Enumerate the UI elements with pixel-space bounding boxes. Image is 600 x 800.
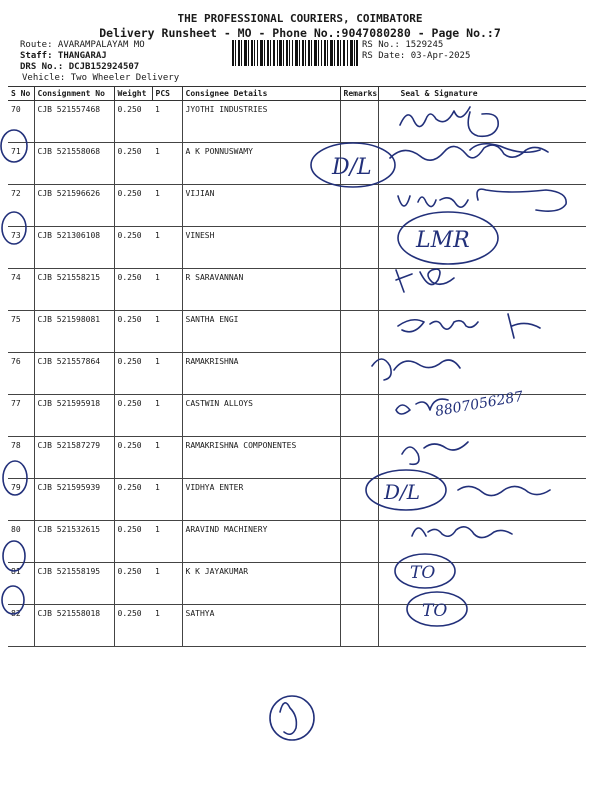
table-row: [8, 521, 586, 563]
cell-consignee: RAMAKRISHNA COMPONENTES: [182, 437, 340, 479]
cell-consignee: A K PONNUSWAMY: [182, 143, 340, 185]
cell-remarks: [340, 101, 378, 143]
cell-remarks: [340, 479, 378, 521]
cell-consignment: CJB 521596626: [34, 185, 114, 227]
col-pcs: PCS: [152, 87, 182, 101]
cell-pcs: 1: [152, 311, 182, 353]
dl-stamp-71-text: D/L: [332, 155, 372, 180]
cell-consignment: CJB 521558068: [34, 143, 114, 185]
cell-pcs: 1: [152, 563, 182, 605]
cell-remarks: [340, 353, 378, 395]
cell-weight: 0.250: [114, 563, 152, 605]
dl-stamp-79-text: D/L: [384, 480, 421, 504]
col-consignment: Consignment No: [34, 87, 114, 101]
cell-remarks: [340, 605, 378, 647]
table-header-row: [8, 87, 586, 101]
cell-signature: [378, 437, 586, 479]
cell-remarks: [340, 437, 378, 479]
cell-consignee: JYOTHI INDUSTRIES: [182, 101, 340, 143]
cell-signature: [378, 605, 586, 647]
table-row: [8, 563, 586, 605]
col-signature: Seal & Signature: [378, 87, 586, 101]
col-remarks: Remarks: [340, 87, 378, 101]
cell-consignee: VINESH: [182, 227, 340, 269]
cell-weight: 0.250: [114, 101, 152, 143]
barcode: [232, 40, 358, 66]
cell-pcs: 1: [152, 437, 182, 479]
cell-consignment: CJB 521558018: [34, 605, 114, 647]
cell-remarks: [340, 311, 378, 353]
table-row: [8, 479, 586, 521]
cell-sno: 76: [8, 353, 34, 395]
cell-pcs: 1: [152, 395, 182, 437]
cell-sno: 71: [8, 143, 34, 185]
cell-signature: [378, 143, 586, 185]
cell-pcs: 1: [152, 353, 182, 395]
cell-weight: 0.250: [114, 395, 152, 437]
cell-remarks: [340, 227, 378, 269]
cell-sno: 72: [8, 185, 34, 227]
cell-pcs: 1: [152, 479, 182, 521]
cell-weight: 0.250: [114, 479, 152, 521]
col-weight: Weight: [114, 87, 152, 101]
cell-consignee: R SARAVANNAN: [182, 269, 340, 311]
phone-note: 8807056287: [433, 388, 525, 420]
cell-signature: [378, 227, 586, 269]
cell-consignment: CJB 521306108: [34, 227, 114, 269]
cell-weight: 0.250: [114, 521, 152, 563]
cell-signature: [378, 353, 586, 395]
cell-sno: 73: [8, 227, 34, 269]
cell-pcs: 1: [152, 605, 182, 647]
page-stamp: [270, 696, 314, 740]
cell-consignment: CJB 521558195: [34, 563, 114, 605]
cell-signature: [378, 521, 586, 563]
cell-signature: [378, 395, 586, 437]
cell-pcs: 1: [152, 101, 182, 143]
vehicle-label: Vehicle: Two Wheeler Delivery: [22, 73, 180, 83]
table-row: [8, 185, 586, 227]
cell-remarks: [340, 563, 378, 605]
cell-weight: 0.250: [114, 227, 152, 269]
cell-consignee: SANTHA ENGI: [182, 311, 340, 353]
route-label: Route: AVARAMPALAYAM MO: [20, 40, 145, 50]
cell-consignee: CASTWIN ALLOYS: [182, 395, 340, 437]
cell-signature: [378, 563, 586, 605]
cell-consignee: K K JAYAKUMAR: [182, 563, 340, 605]
cell-consignment: CJB 521557468: [34, 101, 114, 143]
cell-signature: [378, 101, 586, 143]
table-row: [8, 605, 586, 647]
cell-pcs: 1: [152, 269, 182, 311]
table-row: [8, 143, 586, 185]
company-title: THE PROFESSIONAL COURIERS, COIMBATORE: [177, 12, 423, 25]
cell-sno: 70: [8, 101, 34, 143]
rs-info: [362, 40, 470, 62]
cell-weight: 0.250: [114, 353, 152, 395]
cell-sno: 75: [8, 311, 34, 353]
cell-sno: 74: [8, 269, 34, 311]
lmr-stamp-text: LMR: [416, 228, 470, 253]
cell-remarks: [340, 521, 378, 563]
cell-sno: 77: [8, 395, 34, 437]
cell-signature: [378, 269, 586, 311]
cell-remarks: [340, 395, 378, 437]
cell-sno: 78: [8, 437, 34, 479]
cell-consignment: CJB 521595939: [34, 479, 114, 521]
cell-weight: 0.250: [114, 185, 152, 227]
cell-sno: 82: [8, 605, 34, 647]
cell-weight: 0.250: [114, 143, 152, 185]
table-row: [8, 227, 586, 269]
to-stamp-82-text: TO: [422, 601, 448, 621]
table-row: [8, 269, 586, 311]
cell-signature: [378, 479, 586, 521]
cell-consignment: CJB 521595918: [34, 395, 114, 437]
cell-weight: 0.250: [114, 269, 152, 311]
cell-weight: 0.250: [114, 311, 152, 353]
cell-consignment: CJB 521532615: [34, 521, 114, 563]
cell-consignee: VIDHYA ENTER: [182, 479, 340, 521]
signature-page: [280, 703, 296, 734]
cell-pcs: 1: [152, 227, 182, 269]
col-sno: S No: [8, 87, 34, 101]
table-row: [8, 353, 586, 395]
cell-consignment: CJB 521598081: [34, 311, 114, 353]
table-row: [8, 437, 586, 479]
cell-consignee: ARAVIND MACHINERY: [182, 521, 340, 563]
cell-signature: [378, 185, 586, 227]
cell-remarks: [340, 185, 378, 227]
cell-sno: 79: [8, 479, 34, 521]
table-row: [8, 311, 586, 353]
cell-pcs: 1: [152, 521, 182, 563]
cell-remarks: [340, 143, 378, 185]
to-stamp-81-text: TO: [410, 563, 436, 583]
table-row: [8, 395, 586, 437]
runsheet-subtitle: Delivery Runsheet - MO - Phone No.:9047080280 - Page No.:7: [99, 26, 501, 40]
col-consignee: Consignee Details: [182, 87, 340, 101]
cell-sno: 81: [8, 563, 34, 605]
rs-number: RS No.: 1529245: [362, 40, 444, 50]
cell-consignee: VIJIAN: [182, 185, 340, 227]
cell-pcs: 1: [152, 143, 182, 185]
cell-consignment: CJB 521557864: [34, 353, 114, 395]
cell-pcs: 1: [152, 185, 182, 227]
cell-weight: 0.250: [114, 437, 152, 479]
cell-weight: 0.250: [114, 605, 152, 647]
cell-sno: 80: [8, 521, 34, 563]
runsheet-table: [8, 86, 586, 647]
cell-consignee: RAMAKRISHNA: [182, 353, 340, 395]
rs-date: RS Date: 03-Apr-2025: [362, 51, 471, 61]
cell-consignee: SATHYA: [182, 605, 340, 647]
cell-consignment: CJB 521587279: [34, 437, 114, 479]
cell-consignment: CJB 521558215: [34, 269, 114, 311]
cell-signature: [378, 311, 586, 353]
cell-remarks: [340, 269, 378, 311]
staff-label: Staff: THANGARAJ: [20, 51, 107, 61]
table-row: [8, 101, 586, 143]
drs-number: DRS No.: DCJB152924507: [20, 62, 140, 72]
